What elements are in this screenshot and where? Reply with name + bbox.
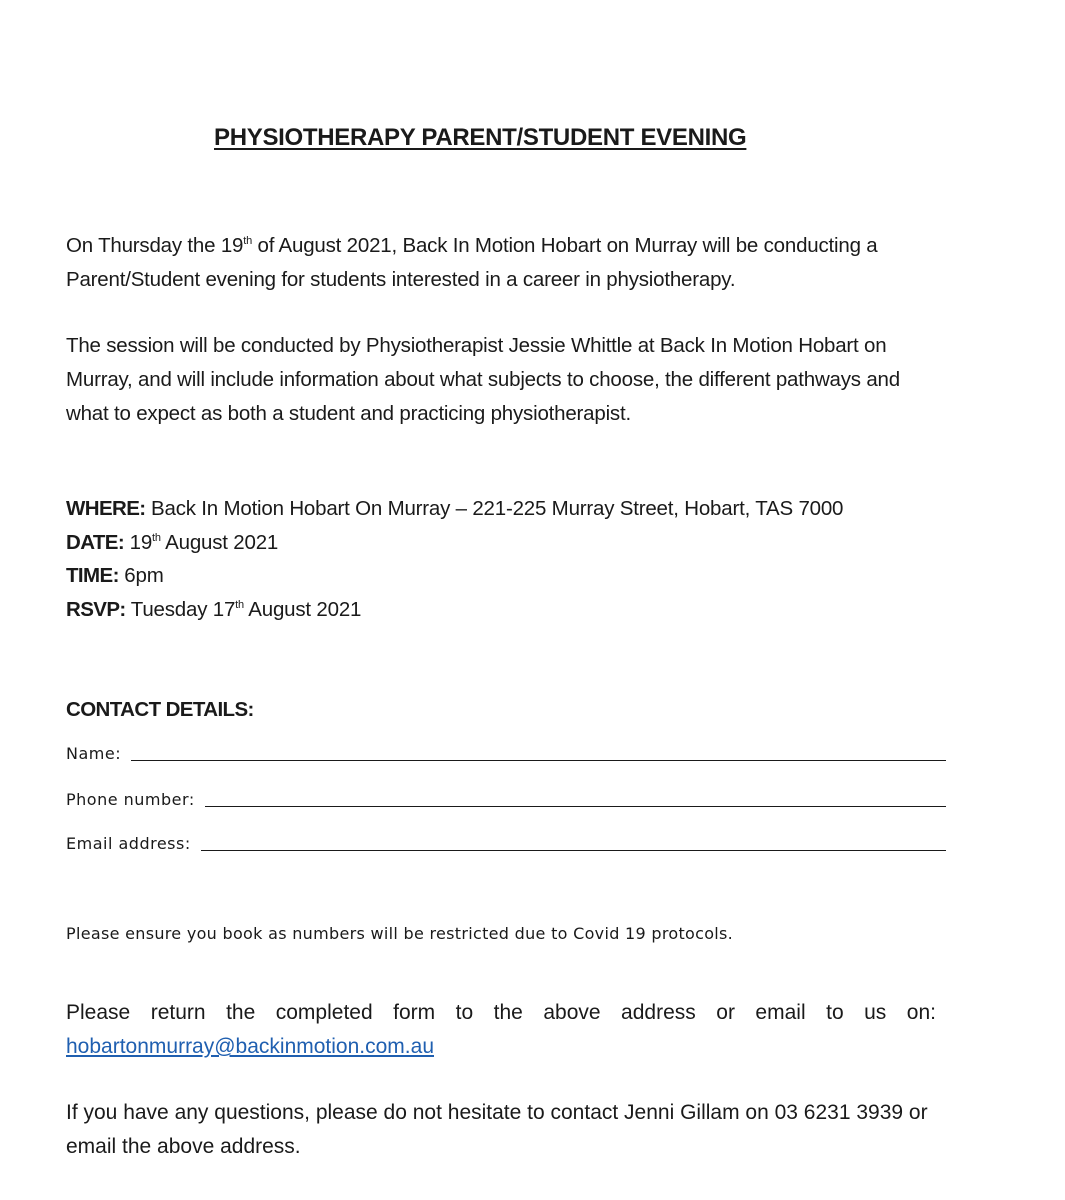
date-label: DATE: <box>66 531 125 554</box>
questions-paragraph: If you have any questions, please do not hesitate to contact Jenni Gillam on 03 6231 3939 or email the above address. <box>66 1101 928 1158</box>
where-line <box>66 497 843 521</box>
rsvp-label: RSVP: <box>66 598 126 621</box>
date-value-start: 19 <box>124 531 153 554</box>
email-field-row <box>66 834 946 853</box>
contact-details-heading: CONTACT DETAILS: <box>66 698 254 721</box>
email-field-line[interactable] <box>201 849 946 851</box>
rsvp-value-start: Tuesday 17 <box>125 598 236 621</box>
date-line <box>66 531 278 555</box>
date-suffix: th <box>152 532 161 544</box>
intro-paragraph <box>66 229 936 297</box>
time-value: 6pm <box>118 564 164 587</box>
where-label: WHERE: <box>66 497 146 520</box>
name-label: Name: <box>66 744 122 763</box>
date-value-end: August 2021 <box>160 531 279 554</box>
name-field-row <box>66 744 946 763</box>
session-paragraph: The session will be conducted by Physiotherapist Jessie Whittle at Back In Motion Hobart on Murray, and will include information about what subjects to choose, the different pathways and what to expect as both a student and practicing physiotherapist. <box>66 334 900 425</box>
rsvp-value-end: August 2021 <box>243 598 362 621</box>
intro-text-end: of August 2021, Back In Motion Hobart on Murray will be conducting a Parent/Student evening for students interested in a career in physiotherapy. <box>66 234 878 291</box>
rsvp-line <box>66 598 361 622</box>
time-label: TIME: <box>66 564 119 587</box>
covid-notice: Please ensure you book as numbers will be restricted due to Covid 19 protocols. <box>66 924 734 943</box>
phone-field-line[interactable] <box>205 805 946 807</box>
document-title: PHYSIOTHERAPY PARENT/STUDENT EVENING <box>214 124 747 151</box>
intro-text-start: On Thursday the 19 <box>66 234 244 257</box>
phone-label: Phone number: <box>66 790 195 809</box>
contact-email-link[interactable]: hobartonmurray@backinmotion.com.au <box>66 1035 434 1058</box>
intro-date-suffix: th <box>243 235 252 247</box>
email-label: Email address: <box>66 834 191 853</box>
time-line <box>66 564 164 588</box>
name-field-line[interactable] <box>131 759 946 761</box>
rsvp-suffix: th <box>235 599 244 611</box>
where-value: Back In Motion Hobart On Murray – 221-225 Murray Street, Hobart, TAS 7000 <box>145 497 844 520</box>
return-instructions: Please return the completed form to the above address or email to us on: <box>66 1001 936 1024</box>
phone-field-row <box>66 790 946 809</box>
